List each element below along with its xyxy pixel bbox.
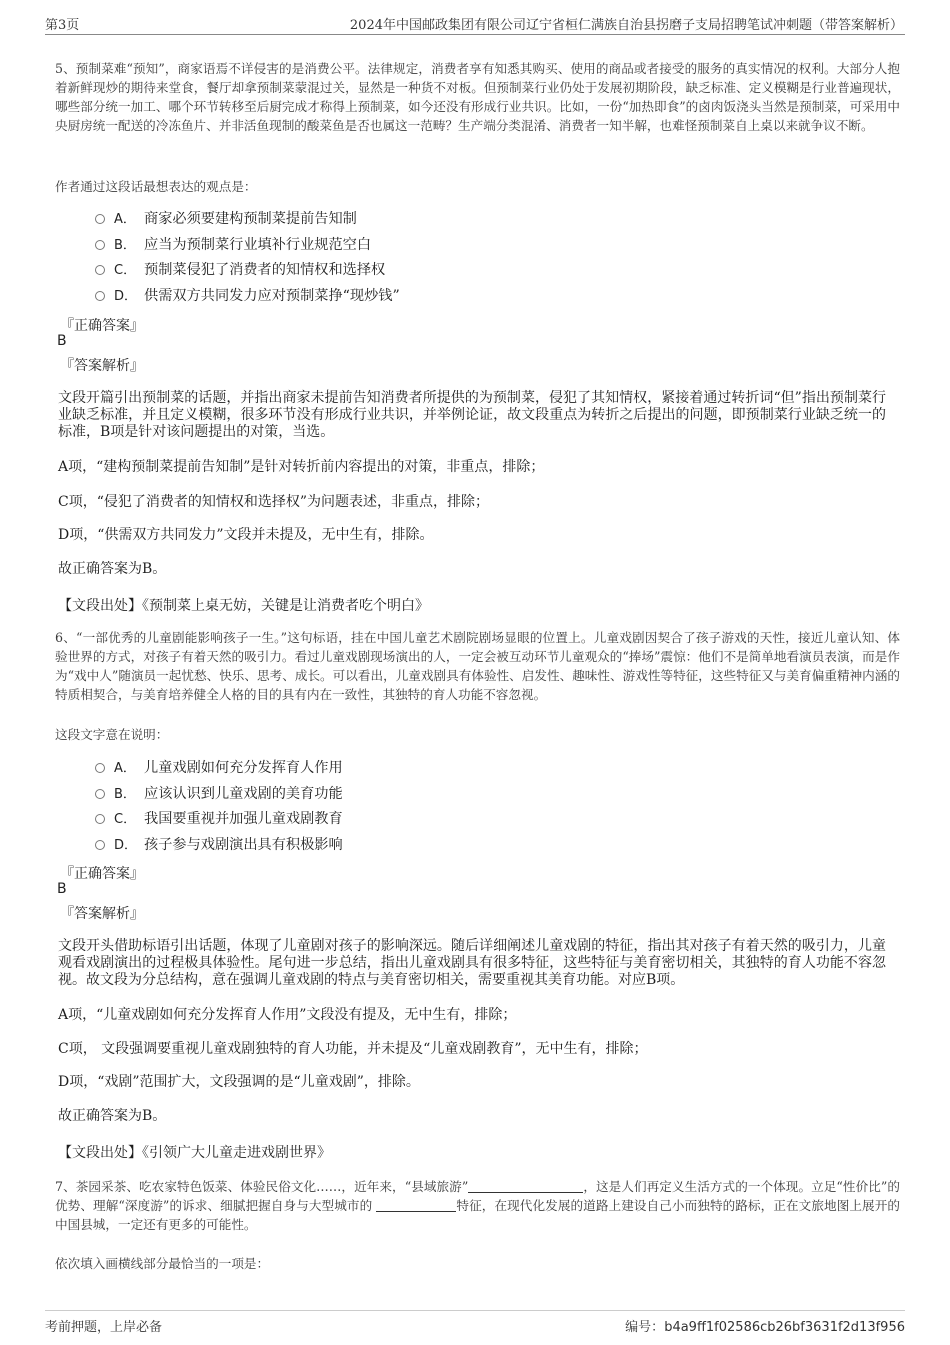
q6-analysis-label: 『答案解析』: [60, 906, 144, 922]
q6-analysis-d: D项，“戏剧”范围扩大，文段强调的是“儿童戏剧”，排除。: [58, 1074, 420, 1090]
q7-prompt: 依次填入画横线部分最恰当的一项是：: [55, 1256, 270, 1271]
q5-answer: B: [57, 333, 67, 349]
q5-stem: 5、预制菜难“预知”，商家语焉不详侵害的是消费公平。法律规定，消费者享有知悉其购买、使用的商品或者接受的服务的真实情况的权利。大部分人抱着新鲜现炒的期待来堂食，餐厅却拿预制菜蒙混过关，显然是一种货不对板。但预制菜行业仍处于发展初期阶段，缺乏标准、定义模糊是行业普遍现状，哪些部分统一加工、哪个环节转移至后厨完成才称得上预制菜，如今还没有形成行业共识。比如，一份“加热即食”的卤肉饭浇头当然是预制菜，可采用中央厨房统一配送的冷冻鱼片、并非活鱼现制的酸菜鱼是否也属这一范畴？生产端分类混淆、消费者一知半解，也难怪预制菜自上桌以来就争议不断。: [55, 61, 900, 133]
document-title: 2024年中国邮政集团有限公司辽宁省桓仁满族自治县拐磨子支局招聘笔试冲刺题（带答案解析）: [349, 18, 903, 33]
q5-analysis-d: D项，“供需双方共同发力”文段并未提及，无中生有，排除。: [58, 527, 434, 543]
q6-analysis-c: C项， 文段强调要重视儿童戏剧独特的育人功能，并未提及“儿童戏剧教育”，无中生有，排除；: [58, 1041, 648, 1057]
q6-option-d[interactable]: D． 孩子参与戏剧演出具有积极影响: [95, 834, 343, 860]
q6-option-a[interactable]: A． 儿童戏剧如何充分发挥育人作用: [95, 757, 343, 783]
q6-source: 【文段出处】《引领广大儿童走进戏剧世界》: [58, 1145, 331, 1161]
page-number: 第3页: [45, 18, 80, 33]
radio-icon[interactable]: [95, 240, 105, 250]
radio-icon[interactable]: [95, 291, 105, 301]
page-header: [45, 12, 905, 35]
q5-correct-label: 『正确答案』: [60, 318, 144, 334]
q5-conclusion: 故正确答案为B。: [58, 561, 167, 577]
q5-analysis-main: 文段开篇引出预制菜的话题，并指出商家未提前告知消费者所提供的为预制菜，侵犯了其知情权，紧接着通过转折词“但”指出预制菜行业缺乏标准，并且定义模糊，很多环节没有形成行业共识，并举例论证，故文段重点为转折之后提出的问题，即预制菜行业缺乏统一的标准，B项是针对该问题提出的对策，当选。: [58, 390, 886, 440]
radio-icon[interactable]: [95, 214, 105, 224]
radio-icon[interactable]: [95, 763, 105, 773]
q7-stem: 7、茶园采茶、吃农家特色饭菜、体验民俗文化……，近年来，“县域旅游” ，这是人们再定义生活方式的一个体现。立足“性价比”的优势、理解“深度游”的诉求、细腻把握自身与大型城市的 特征，在现代化发展的道路上建设自己小而独特的路标，正在文旅地图上展开的中国县城，一定还有更多的可能性。: [55, 1179, 900, 1232]
q5-option-a[interactable]: A． 商家必须要建构预制菜提前告知制: [95, 208, 400, 234]
q6-correct-label: 『正确答案』: [60, 866, 144, 882]
fill-blank-2[interactable]: [376, 1199, 456, 1212]
q6-analysis-main: 文段开头借助标语引出话题，体现了儿童剧对孩子的影响深远。随后详细阐述儿童戏剧的特征，指出其对孩子有着天然的吸引力，儿童观看戏剧演出的过程极具体验性。尾句进一步总结，指出儿童戏剧具有很多特征，这些特征与美育密切相关，其独特的育人功能不容忽视。故文段为分总结构，意在强调儿童戏剧的特点与美育密切相关，需要重视其美育功能。对应B项。: [58, 938, 886, 988]
fill-blank-1[interactable]: [468, 1180, 583, 1193]
q5-option-c[interactable]: C． 预制菜侵犯了消费者的知情权和选择权: [95, 259, 400, 285]
q5-source: 【文段出处】《预制菜上桌无妨，关键是让消费者吃个明白》: [58, 598, 429, 614]
page-footer: [45, 1310, 905, 1335]
radio-icon[interactable]: [95, 789, 105, 799]
footer-slogan: 考前押题，上岸必备: [45, 1320, 163, 1335]
q6-options: [95, 757, 343, 859]
q6-answer: B: [57, 881, 67, 897]
q5-option-d[interactable]: D． 供需双方共同发力应对预制菜挣“现炒钱”: [95, 285, 400, 311]
q5-analysis-label: 『答案解析』: [60, 358, 144, 374]
q5-option-b[interactable]: B． 应当为预制菜行业填补行业规范空白: [95, 234, 400, 260]
radio-icon[interactable]: [95, 840, 105, 850]
q5-analysis-a: A项，“建构预制菜提前告知制”是针对转折前内容提出的对策，非重点，排除；: [58, 459, 545, 475]
q6-analysis-a: A项，“儿童戏剧如何充分发挥育人作用”文段没有提及，无中生有，排除；: [58, 1007, 517, 1023]
q6-stem: 6、“一部优秀的儿童剧能影响孩子一生。”这句标语，挂在中国儿童艺术剧院剧场显眼的位置上。儿童戏剧因契合了孩子游戏的天性，接近儿童认知、体验世界的方式，对孩子有着天然的吸引力。看过儿童戏剧现场演出的人，一定会被互动环节儿童观众的“捧场”震惊：他们不是简单地看演员表演，而是作为“戏中人”随演员一起忧愁、快乐、思考、成长。可以看出，儿童戏剧具有体验性、启发性、趣味性、游戏性等特征，这些特征又与美育偏重精神内涵的特质相契合，与美育培养健全人格的目的具有内在一致性，其独特的育人功能不容忽视。: [55, 630, 900, 702]
q6-option-b[interactable]: B． 应该认识到儿童戏剧的美育功能: [95, 783, 343, 809]
q6-conclusion: 故正确答案为B。: [58, 1108, 167, 1124]
q6-prompt: 这段文字意在说明：: [55, 727, 169, 742]
radio-icon[interactable]: [95, 814, 105, 824]
q5-analysis-c: C项，“侵犯了消费者的知情权和选择权”为问题表述，非重点，排除；: [58, 494, 490, 510]
footer-code: 编号：b4a9ff1f02586cb26bf3631f2d13f956: [625, 1320, 905, 1335]
q6-option-c[interactable]: C． 我国要重视并加强儿童戏剧教育: [95, 808, 343, 834]
radio-icon[interactable]: [95, 265, 105, 275]
q5-prompt: 作者通过这段话最想表达的观点是：: [55, 179, 257, 194]
q5-options: [95, 208, 400, 310]
